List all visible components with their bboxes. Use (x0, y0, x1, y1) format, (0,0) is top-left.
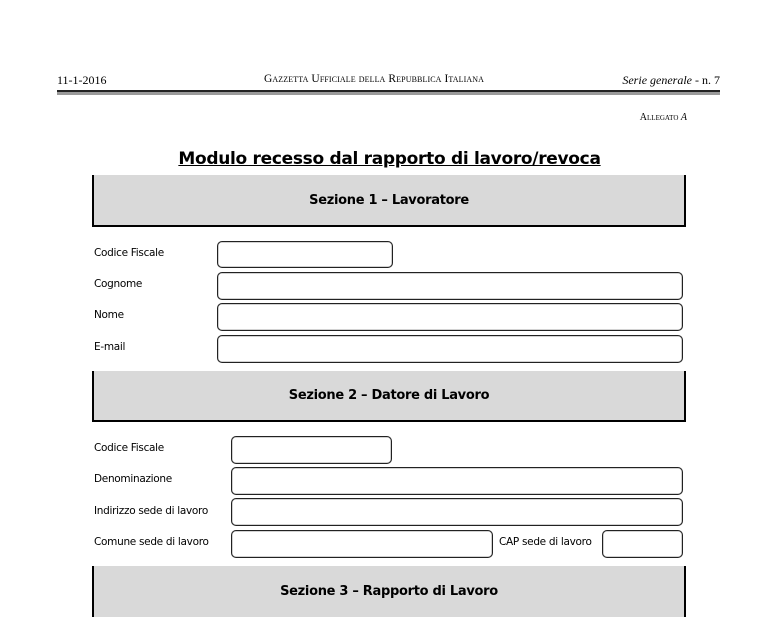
worker-cognome-input[interactable] (217, 272, 683, 300)
annex-letter: A (680, 112, 687, 123)
employer-denominazione-input[interactable] (231, 467, 683, 495)
header-date: 11-1-2016 (57, 73, 107, 87)
label-employer-denominazione: Denominazione (94, 473, 172, 485)
label-employer-codice-fiscale: Codice Fiscale (94, 442, 164, 454)
employer-cap-input[interactable] (602, 530, 683, 558)
annex-label (640, 112, 687, 123)
employer-codice-fiscale-input[interactable] (231, 436, 392, 464)
label-worker-cognome: Cognome (94, 278, 143, 290)
header-series-name: Serie generale (622, 73, 692, 87)
section-3-title: Sezione 3 – Rapporto di Lavoro (280, 584, 498, 599)
header-rule-shadow (57, 92, 720, 95)
employer-indirizzo-input[interactable] (231, 498, 683, 526)
worker-nome-input[interactable] (217, 303, 683, 331)
section-2-title: Sezione 2 – Datore di Lavoro (288, 388, 490, 403)
label-worker-codice-fiscale: Codice Fiscale (94, 247, 164, 259)
header-series (622, 73, 720, 88)
section-3-header (92, 566, 686, 617)
section-2-header (92, 371, 686, 422)
worker-codice-fiscale-input[interactable] (217, 241, 393, 268)
section-1-title: Sezione 1 – Lavoratore (309, 192, 469, 208)
header-series-number: - n. 7 (692, 73, 720, 87)
label-employer-cap: CAP sede di lavoro (499, 536, 592, 548)
worker-email-input[interactable] (217, 335, 683, 363)
header-publication: Gazzetta Ufficiale della Repubblica Italiana (264, 73, 485, 85)
annex-word: Allegato (639, 112, 679, 123)
section-1-header (92, 175, 686, 227)
label-employer-comune: Comune sede di lavoro (94, 536, 209, 548)
form-title: Modulo recesso dal rapporto di lavoro/revoca (178, 149, 601, 169)
label-worker-email: E-mail (94, 341, 126, 353)
label-worker-nome: Nome (94, 309, 124, 321)
label-employer-indirizzo: Indirizzo sede di lavoro (94, 505, 208, 517)
employer-comune-input[interactable] (231, 530, 493, 558)
